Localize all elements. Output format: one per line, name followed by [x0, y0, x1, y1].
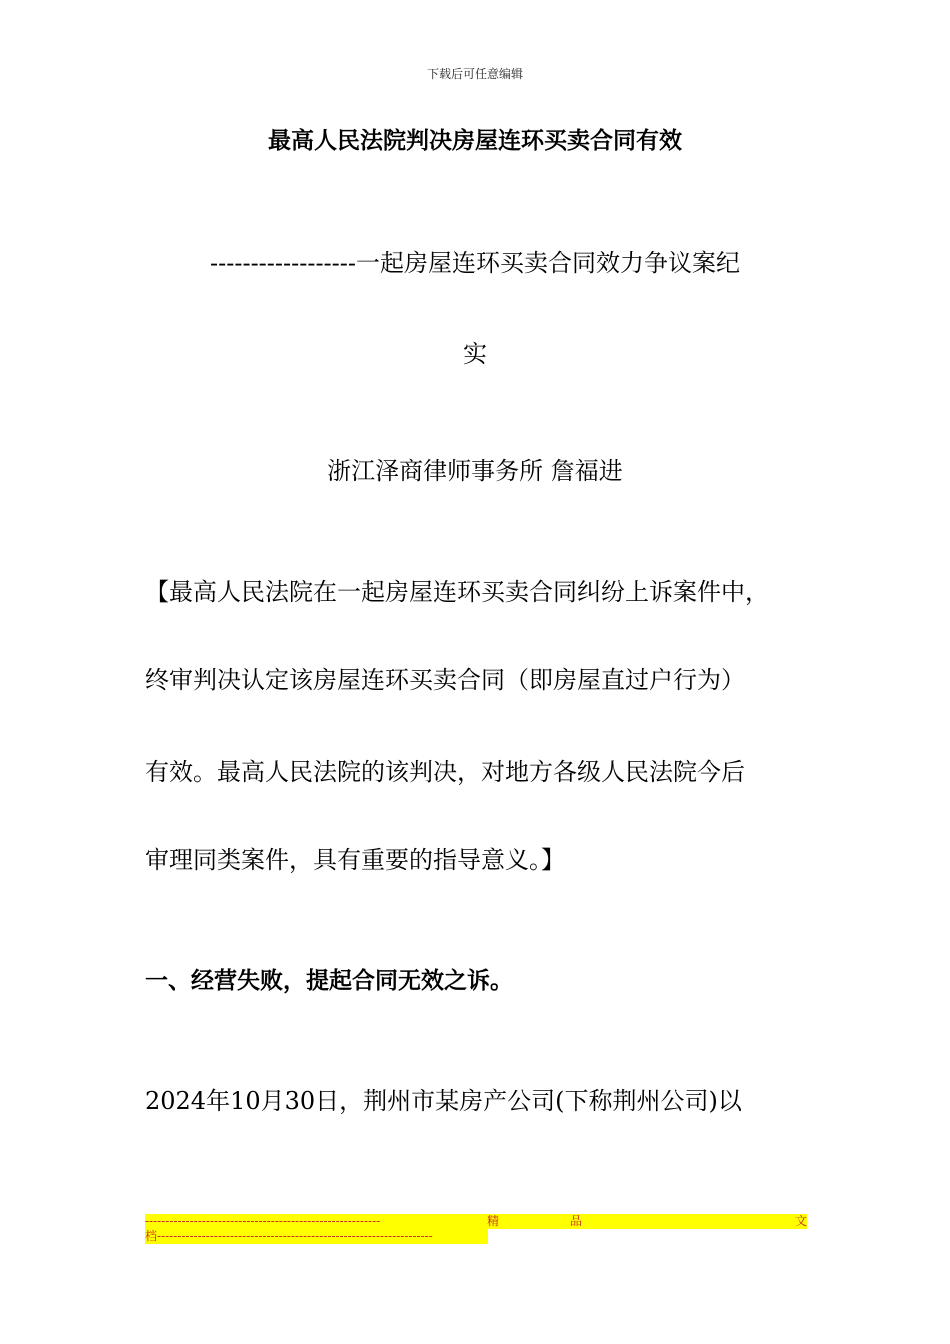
header-note: 下载后可任意编辑 — [426, 67, 523, 81]
abstract-line: 审理同类案件，具有重要的指导意义。】 — [145, 846, 565, 874]
footer-word: 品 — [570, 1214, 583, 1228]
body-line: 2024年10月30日，荆州市某房产公司(下称荆州公司)以 — [145, 1087, 742, 1115]
section-heading: 一、经营失败，提起合同无效之诉。 — [145, 967, 513, 994]
footer-dashes: -------------------------------------------------------------------- — [157, 1229, 433, 1243]
footer-word: 精 — [487, 1214, 500, 1228]
footer-watermark — [145, 1214, 807, 1229]
subtitle-line-1: ------------------一起房屋连环买卖合同效力争议案纪 — [210, 249, 740, 277]
footer-dashes: ---------------------------------------------------------- — [145, 1214, 381, 1228]
footer-watermark-line-2 — [145, 1229, 488, 1244]
abstract-line: 终审判决认定该房屋连环买卖合同（即房屋直过户行为） — [145, 666, 745, 694]
author-line: 浙江泽商律师事务所 詹福进 — [327, 457, 623, 485]
footer-word: 档 — [145, 1229, 158, 1243]
footer-word: 文 — [794, 1214, 807, 1228]
abstract-line: 有效。最高人民法院的该判决，对地方各级人民法院今后 — [145, 758, 745, 786]
document-title: 最高人民法院判决房屋连环买卖合同有效 — [268, 127, 682, 154]
subtitle-line-2: 实 — [463, 340, 487, 368]
abstract-line: 【最高人民法院在一起房屋连环买卖合同纠纷上诉案件中， — [145, 578, 769, 606]
